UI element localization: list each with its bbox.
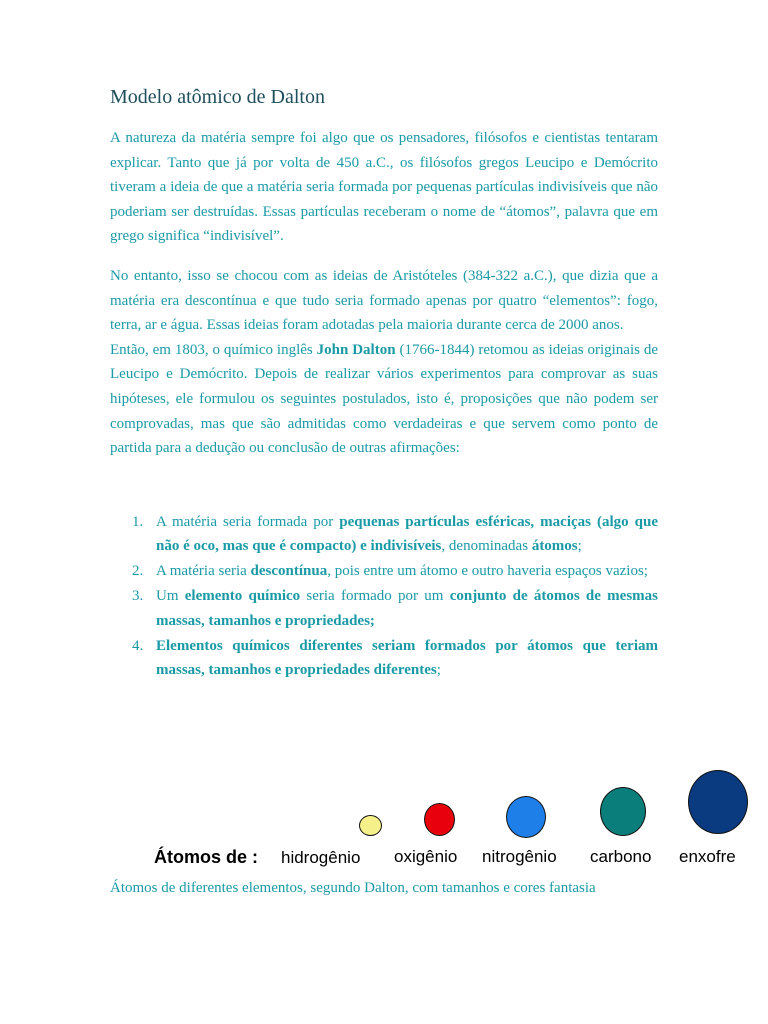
paragraph-3-end: (1766-1844) retomou as ideias originais de Leucipo e Demócrito. Depois de realizar vários experimentos para comprovar as suas hipóteses, ele formulou os seguintes postulados, isto é, proposições que não podem ser comprovadas, mas que são admitidas como verdadeiras e que servem como ponto de partida para a dedução ou conclusão de outras afirmações: bbox=[110, 341, 658, 457]
paragraph-1: A natureza da matéria sempre foi algo que os pensadores, filósofos e cientistas tentaram explicar. Tanto que já por volta de 450 a.C., os filósofos gregos Leucipo e Demócrito tiveram a ideia de que a matéria seria formada por pequenas partículas indivisíveis que não poderiam ser destruídas. Essas partículas receberam o nome de “átomos”, palavra que em grego significa “indivisível”. bbox=[110, 130, 658, 245]
intro-text bbox=[110, 126, 658, 249]
postulate-bold: átomos bbox=[531, 538, 578, 555]
john-dalton-name: John Dalton bbox=[316, 341, 396, 358]
postulate-item bbox=[110, 510, 658, 559]
postulate-text: , denominadas bbox=[441, 538, 532, 555]
postulate-item bbox=[110, 584, 658, 633]
postulate-item bbox=[110, 634, 658, 683]
nitrogen-atom bbox=[506, 796, 546, 838]
postulate-text: , pois entre um átomo e outro haveria espaços vazios; bbox=[327, 563, 648, 580]
postulate-number: 1. bbox=[132, 514, 144, 530]
postulate-bold: descontínua bbox=[250, 563, 328, 580]
postulate-bold: Elementos químicos diferentes seriam formados por átomos que teriam massas, tamanhos e propriedades diferentes bbox=[156, 637, 658, 678]
postulate-bold: elemento químico bbox=[184, 588, 301, 605]
oxygen-atom bbox=[424, 803, 455, 836]
carbon-atom bbox=[600, 787, 646, 836]
paragraph-2: No entanto, isso se chocou com as ideias de Aristóteles (384-322 a.C.), que dizia que a matéria era descontínua e que tudo seria formado apenas por quatro “elementos”: fogo, terra, ar e água. Essas ideias foram adotadas pela maioria durante cerca de 2000 anos. bbox=[110, 268, 658, 334]
figure-caption: Átomos de diferentes elementos, segundo Dalton, com tamanhos e cores fantasia bbox=[110, 880, 596, 896]
postulate-item bbox=[110, 559, 658, 583]
postulate-number: 2. bbox=[132, 563, 144, 580]
postulate-text: ; bbox=[436, 661, 441, 678]
postulate-text: A matéria seria formada por bbox=[156, 514, 340, 530]
nitrogen-label: nitrogênio bbox=[482, 847, 557, 866]
postulates-list bbox=[110, 510, 658, 683]
sulfur-atom bbox=[688, 770, 748, 834]
postulate-bold: conjunto de átomos de mesmas massas, tamanhos e propriedades; bbox=[156, 588, 659, 629]
postulate-text: ; bbox=[577, 538, 582, 555]
paragraph-3 bbox=[110, 338, 658, 461]
postulate-text: seria formado por um bbox=[300, 588, 450, 605]
hydrogen-label: hidrogênio bbox=[281, 848, 361, 867]
history-text bbox=[110, 264, 658, 461]
paragraph-3-start: Então, em 1803, o químico inglês bbox=[110, 341, 317, 358]
postulate-bold: pequenas partículas esféricas, maciças (algo que não é oco, mas que é compacto) e indivisíveis bbox=[156, 514, 658, 555]
oxygen-label: oxigênio bbox=[394, 847, 458, 866]
postulate-text: Um bbox=[156, 588, 185, 605]
dalton-atoms-figure bbox=[0, 760, 768, 880]
postulate-number: 4. bbox=[132, 637, 144, 654]
hydrogen-atom bbox=[359, 815, 382, 836]
carbon-label: carbono bbox=[590, 847, 652, 866]
postulate-text: A matéria seria bbox=[156, 563, 251, 580]
postulate-number: 3. bbox=[132, 588, 144, 605]
page-title: Modelo atômico de Dalton bbox=[110, 86, 325, 108]
sulfur-label: enxofre bbox=[679, 847, 736, 866]
atoms-title: Átomos de : bbox=[154, 847, 259, 867]
